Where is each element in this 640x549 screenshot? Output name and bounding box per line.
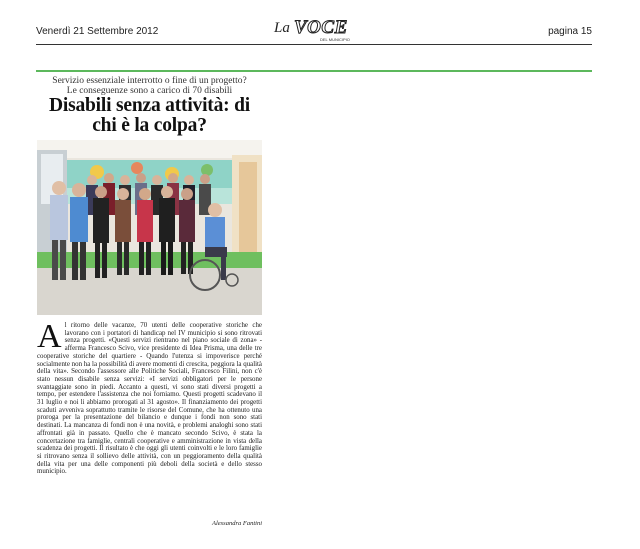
- article: [37, 76, 262, 526]
- article-subhead: Servizio essenziale interrotto o fine di un progetto? Le conseguenze sono a carico di 70 disabili: [52, 76, 247, 96]
- header-rule: [36, 44, 592, 45]
- group-photo: [37, 140, 262, 315]
- article-body: [37, 318, 262, 476]
- page-header: [36, 18, 592, 42]
- section-accent-bar: [36, 70, 592, 72]
- author-signature: Alessandra Fantini: [211, 520, 262, 527]
- drop-cap: A: [37, 318, 62, 355]
- article-text: l ritorno delle vacanze, 70 utenti delle cooperative storiche che lavorano con i portatori di handicap nel IV municipio si sono ritrovati senza progetti. «Questi servizi rientrano nel piano sociale di zona» - afferma Francesco Scivo, vice presidente di Idea Prisma, una delle tre cooperative storiche del quartiere - Quando l'utenza si impoverisce perché socialmente non ha la possibilità di avere momenti di crescita, peggiora la qualità della vita». Secondo l'assessore alle Politiche Sociali, Francesco Filini, non c'è stato nessun disabile senza servizi: «I servizi obbligatori per le persone svantaggiate sono in piedi. Accanto a questi, vi sono stati diversi progetti a tempo, per estendere l'assistenza che noi forniamo. Questi progetti scadevano il 31 luglio e noi li abbiamo prorogati al 31 agosto». Il finanziamento dei progetti scaduti avveniva soprattutto tramite le risorse del Comune, che ha ottenuto una proroga per la presentazione del bilancio e dunque i fondi non sono stati destinati. La mancanza di fondi non è una novità, e problemi analoghi sono stati affrontati già in passato. Quello che è mancato secondo Scivo, è stata la concertazione tra famiglie, centrali cooperative e amministrazione in vista della scadenza dei progetti. Il risultato è che oggi gli utenti coinvolti e le loro famiglie si ritrovano senza il sollievo delle attività, con un peggioramento della qualità della vita per una delle componenti più deboli della società e dello stesso municipio.: [37, 322, 262, 476]
- newspaper-logo: La VOCE DEL MUNICIPIO: [274, 17, 350, 42]
- page-number: pagina 15: [548, 26, 592, 37]
- issue-date: Venerdì 21 Settembre 2012: [36, 26, 159, 37]
- article-title: Disabili senza attività: di chi è la colpa?: [49, 95, 250, 136]
